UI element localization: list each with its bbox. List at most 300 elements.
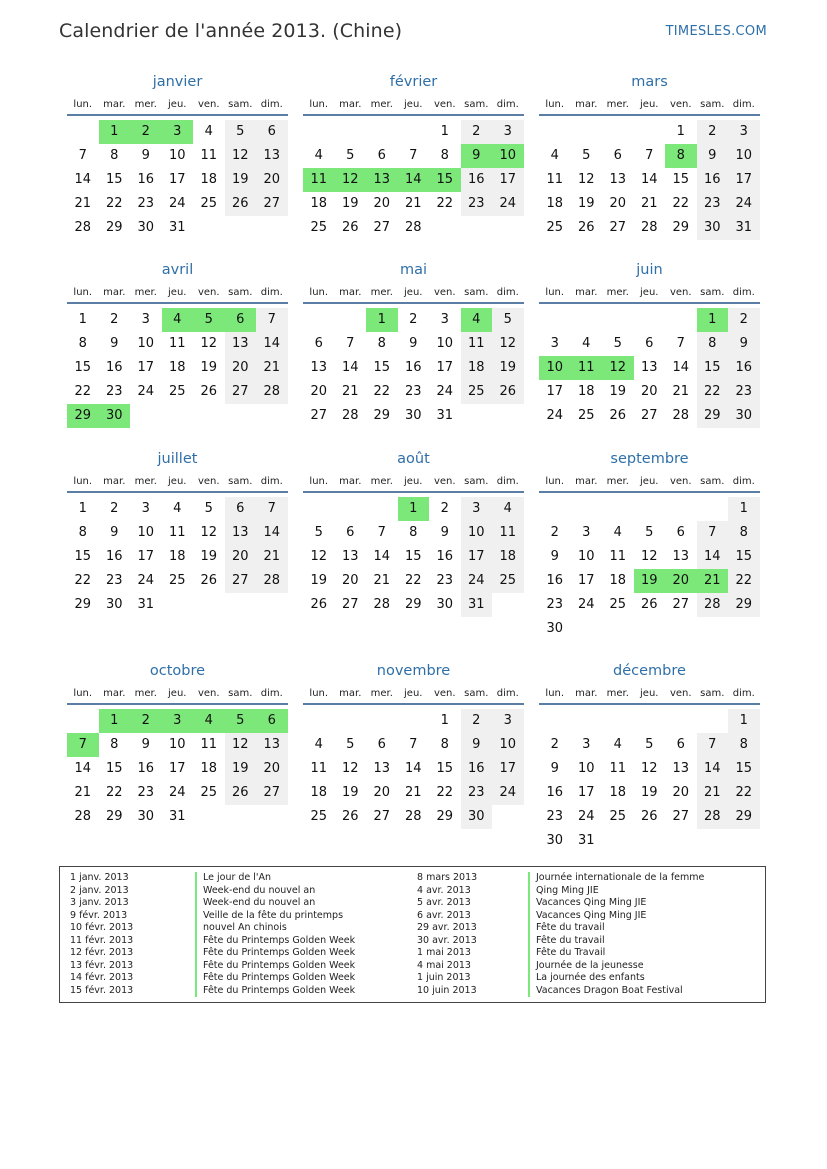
weekday-label: dim. <box>496 99 519 110</box>
day-cell: 22 <box>105 196 123 211</box>
day-cell: 11 <box>609 761 627 776</box>
month-name: août <box>397 451 430 467</box>
day-cell: 23 <box>546 809 564 824</box>
day-cell: 16 <box>404 360 422 375</box>
day-cell: 6 <box>377 148 386 163</box>
day-cell: 14 <box>74 761 92 776</box>
holiday-day-cell: 20 <box>665 569 697 593</box>
holiday-day-cell: 30 <box>99 404 131 428</box>
month-block <box>539 449 760 637</box>
weekday-label: lun. <box>73 287 93 298</box>
day-cell: 18 <box>609 573 627 588</box>
month-name: octobre <box>149 663 206 679</box>
day-cell: 4 <box>314 737 323 752</box>
day-cell: 27 <box>373 809 391 824</box>
day-cell: 6 <box>676 525 685 540</box>
day-cell: 23 <box>728 380 760 404</box>
day-cell: 13 <box>640 360 658 375</box>
day-cell: 14 <box>256 521 288 545</box>
day-cell: 14 <box>640 172 658 187</box>
weekday-header <box>67 286 288 304</box>
day-cell: 28 <box>404 809 422 824</box>
day-cell: 12 <box>200 336 218 351</box>
day-cell: 9 <box>141 737 150 752</box>
weekday-label: mer. <box>370 287 393 298</box>
day-cell: 1 <box>440 124 449 139</box>
day-cell: 10 <box>492 733 524 757</box>
weekday-label: mer. <box>134 688 157 699</box>
legend-holiday-name: Fête du Printemps Golden Week <box>195 985 355 998</box>
day-cell: 19 <box>577 196 595 211</box>
month-block <box>539 72 760 260</box>
weekday-label: jeu. <box>168 688 187 699</box>
day-cell: 7 <box>78 148 87 163</box>
day-cell: 28 <box>256 380 288 404</box>
month-name: mars <box>631 74 668 90</box>
day-cell: 15 <box>404 549 422 564</box>
day-grid <box>67 493 288 637</box>
weekday-label: mer. <box>370 688 393 699</box>
weekday-label: mar. <box>339 476 362 487</box>
day-cell: 15 <box>74 360 92 375</box>
day-cell: 25 <box>168 384 186 399</box>
day-cell: 8 <box>78 525 87 540</box>
legend-date: 5 avr. 2013 <box>417 897 471 908</box>
day-cell: 17 <box>492 757 524 781</box>
weekday-label: lun. <box>545 287 565 298</box>
day-cell: 4 <box>550 148 559 163</box>
legend-holiday-name: Vacances Qing Ming JIE <box>528 910 704 923</box>
day-cell: 6 <box>346 525 355 540</box>
weekday-label: sam. <box>464 476 489 487</box>
day-cell: 31 <box>436 408 454 423</box>
holiday-day-cell: 21 <box>697 569 729 593</box>
day-cell: 9 <box>461 733 493 757</box>
weekday-label: sam. <box>228 688 253 699</box>
day-cell: 5 <box>225 120 257 144</box>
day-cell: 16 <box>546 785 564 800</box>
day-cell: 26 <box>640 597 658 612</box>
weekday-label: mar. <box>575 476 598 487</box>
day-cell: 25 <box>546 220 564 235</box>
day-cell: 26 <box>492 380 524 404</box>
brand-link[interactable]: TIMESLES.COM <box>665 24 767 39</box>
weekday-label: lun. <box>545 688 565 699</box>
weekday-label: ven. <box>669 476 692 487</box>
day-grid <box>67 304 288 448</box>
day-grid <box>67 116 288 260</box>
day-cell: 30 <box>105 597 123 612</box>
weekday-label: sam. <box>228 476 253 487</box>
day-cell: 2 <box>728 308 760 332</box>
day-cell: 30 <box>697 216 729 240</box>
day-cell: 13 <box>672 761 690 776</box>
holiday-day-cell: 3 <box>162 120 194 144</box>
day-cell: 18 <box>577 384 595 399</box>
day-cell: 26 <box>640 809 658 824</box>
legend-holiday-name: Vacances Dragon Boat Festival <box>528 985 704 998</box>
day-cell: 8 <box>728 521 760 545</box>
day-cell: 9 <box>110 336 119 351</box>
day-cell: 16 <box>728 356 760 380</box>
day-cell: 30 <box>137 220 155 235</box>
day-cell: 21 <box>404 785 422 800</box>
day-cell: 27 <box>256 781 288 805</box>
holiday-day-cell: 7 <box>67 733 99 757</box>
legend-dates-col2 <box>417 872 477 997</box>
day-cell: 22 <box>728 569 760 593</box>
day-cell: 30 <box>404 408 422 423</box>
day-cell: 12 <box>310 549 328 564</box>
day-cell: 21 <box>74 196 92 211</box>
month-name: février <box>389 74 438 90</box>
day-cell: 12 <box>577 172 595 187</box>
weekday-label: sam. <box>700 99 725 110</box>
holiday-day-cell: 11 <box>303 168 335 192</box>
day-cell: 21 <box>74 785 92 800</box>
day-cell: 4 <box>613 525 622 540</box>
legend-date: 2 janv. 2013 <box>70 884 129 896</box>
day-cell: 10 <box>461 521 493 545</box>
weekday-label: lun. <box>73 99 93 110</box>
day-cell: 21 <box>256 356 288 380</box>
day-cell: 8 <box>78 336 87 351</box>
weekday-header <box>303 98 524 116</box>
weekday-label: ven. <box>669 688 692 699</box>
holiday-day-cell: 3 <box>162 709 194 733</box>
legend-holiday-name: Journée de la jeunesse <box>528 960 704 973</box>
day-cell: 24 <box>137 573 155 588</box>
day-cell: 23 <box>105 384 123 399</box>
weekday-label: lun. <box>309 476 329 487</box>
weekday-label: lun. <box>309 688 329 699</box>
day-cell: 29 <box>373 408 391 423</box>
holiday-day-cell: 12 <box>335 168 367 192</box>
day-cell: 26 <box>225 192 257 216</box>
day-cell: 19 <box>225 757 257 781</box>
day-cell: 23 <box>697 192 729 216</box>
day-cell: 3 <box>461 497 493 521</box>
weekday-label: mer. <box>370 99 393 110</box>
weekday-label: ven. <box>197 476 220 487</box>
day-cell: 8 <box>409 525 418 540</box>
day-cell: 15 <box>697 356 729 380</box>
day-cell: 9 <box>440 525 449 540</box>
day-cell: 27 <box>672 597 690 612</box>
day-cell: 22 <box>436 785 454 800</box>
day-cell: 25 <box>200 785 218 800</box>
weekday-label: jeu. <box>168 287 187 298</box>
day-cell: 24 <box>137 384 155 399</box>
weekday-label: mar. <box>103 287 126 298</box>
legend-holiday-name: Fête du Printemps Golden Week <box>195 972 355 985</box>
day-cell: 19 <box>225 168 257 192</box>
day-cell: 3 <box>582 737 591 752</box>
legend-holiday-name: Vacances Qing Ming JIE <box>528 897 704 910</box>
holiday-day-cell: 1 <box>99 120 131 144</box>
day-grid <box>67 705 288 849</box>
day-cell: 21 <box>341 384 359 399</box>
day-cell: 18 <box>168 360 186 375</box>
legend-dates-col1 <box>70 872 133 997</box>
legend-holiday-name: Fête du Printemps Golden Week <box>195 935 355 948</box>
day-cell: 14 <box>74 172 92 187</box>
day-cell: 7 <box>409 737 418 752</box>
day-cell: 17 <box>137 360 155 375</box>
day-cell: 28 <box>697 805 729 829</box>
day-cell: 11 <box>200 148 218 163</box>
legend-names-col1 <box>195 872 355 997</box>
day-cell: 20 <box>310 384 328 399</box>
weekday-label: ven. <box>197 287 220 298</box>
day-cell: 7 <box>409 148 418 163</box>
day-cell: 22 <box>373 384 391 399</box>
weekday-label: jeu. <box>640 99 659 110</box>
day-cell: 11 <box>200 737 218 752</box>
weekday-label: ven. <box>197 688 220 699</box>
day-cell: 16 <box>105 360 123 375</box>
legend-holiday-name: La journée des enfants <box>528 972 704 985</box>
holiday-day-cell: 5 <box>225 709 257 733</box>
weekday-header <box>67 687 288 705</box>
day-cell: 16 <box>105 549 123 564</box>
day-cell: 26 <box>200 384 218 399</box>
holiday-day-cell: 4 <box>193 709 225 733</box>
day-cell: 27 <box>609 220 627 235</box>
weekday-label: mer. <box>606 287 629 298</box>
weekday-label: sam. <box>228 99 253 110</box>
weekday-header <box>539 687 760 705</box>
weekday-label: mar. <box>339 287 362 298</box>
day-cell: 17 <box>461 545 493 569</box>
day-cell: 22 <box>697 380 729 404</box>
day-cell: 8 <box>440 737 449 752</box>
day-cell: 2 <box>550 525 559 540</box>
day-cell: 26 <box>310 597 328 612</box>
day-cell: 19 <box>310 573 328 588</box>
day-cell: 9 <box>141 148 150 163</box>
month-block <box>67 72 288 260</box>
day-cell: 13 <box>672 549 690 564</box>
day-cell: 17 <box>577 785 595 800</box>
holiday-day-cell: 10 <box>492 144 524 168</box>
day-cell: 22 <box>105 785 123 800</box>
day-cell: 25 <box>168 573 186 588</box>
weekday-label: jeu. <box>640 476 659 487</box>
weekday-header <box>67 475 288 493</box>
weekday-label: mar. <box>575 99 598 110</box>
day-cell: 27 <box>672 809 690 824</box>
day-cell: 6 <box>377 737 386 752</box>
day-cell: 18 <box>310 196 328 211</box>
day-cell: 23 <box>404 384 422 399</box>
day-cell: 7 <box>697 521 729 545</box>
day-cell: 13 <box>373 761 391 776</box>
day-cell: 4 <box>314 148 323 163</box>
holiday-day-cell: 29 <box>67 404 99 428</box>
day-cell: 30 <box>137 809 155 824</box>
day-cell: 12 <box>640 761 658 776</box>
weekday-label: mer. <box>606 688 629 699</box>
month-name: mai <box>399 262 428 278</box>
day-cell: 11 <box>310 761 328 776</box>
weekday-label: sam. <box>464 688 489 699</box>
weekday-label: jeu. <box>640 287 659 298</box>
day-cell: 10 <box>137 336 155 351</box>
day-cell: 23 <box>137 785 155 800</box>
day-cell: 12 <box>640 549 658 564</box>
day-cell: 8 <box>377 336 386 351</box>
day-cell: 9 <box>697 144 729 168</box>
weekday-label: mer. <box>606 476 629 487</box>
month-block <box>303 661 524 849</box>
day-cell: 2 <box>110 501 119 516</box>
legend-holiday-name: Fête du Printemps Golden Week <box>195 947 355 960</box>
day-cell: 5 <box>492 308 524 332</box>
weekday-header <box>67 98 288 116</box>
weekday-label: ven. <box>433 287 456 298</box>
day-cell: 3 <box>492 709 524 733</box>
day-cell: 8 <box>697 332 729 356</box>
day-grid <box>303 304 524 448</box>
day-cell: 29 <box>728 593 760 617</box>
holiday-day-cell: 2 <box>130 120 162 144</box>
holiday-day-cell: 9 <box>461 144 493 168</box>
legend-date: 1 janv. 2013 <box>70 872 129 883</box>
day-cell: 14 <box>373 549 391 564</box>
month-name: novembre <box>376 663 451 679</box>
day-cell: 11 <box>168 525 186 540</box>
month-block <box>67 661 288 849</box>
day-grid <box>303 493 524 637</box>
day-cell: 24 <box>728 192 760 216</box>
weekday-label: jeu. <box>168 99 187 110</box>
day-cell: 27 <box>640 408 658 423</box>
day-cell: 31 <box>168 809 186 824</box>
day-cell: 28 <box>640 220 658 235</box>
day-cell: 27 <box>310 408 328 423</box>
weekday-label: mar. <box>103 99 126 110</box>
day-cell: 10 <box>168 148 186 163</box>
weekday-label: jeu. <box>404 99 423 110</box>
weekday-header <box>303 687 524 705</box>
holiday-day-cell: 6 <box>225 308 257 332</box>
day-cell: 25 <box>310 220 328 235</box>
weekday-label: mer. <box>370 476 393 487</box>
day-cell: 19 <box>341 785 359 800</box>
day-cell: 9 <box>409 336 418 351</box>
legend-holiday-name: Week-end du nouvel an <box>195 885 355 898</box>
day-cell: 14 <box>697 757 729 781</box>
day-cell: 11 <box>492 521 524 545</box>
day-cell: 24 <box>168 196 186 211</box>
day-cell: 24 <box>546 408 564 423</box>
day-cell: 18 <box>310 785 328 800</box>
day-cell: 13 <box>609 172 627 187</box>
day-cell: 2 <box>697 120 729 144</box>
legend-date: 10 juin 2013 <box>417 984 477 996</box>
day-cell: 31 <box>137 597 155 612</box>
legend-date: 15 févr. 2013 <box>70 984 134 996</box>
legend-holiday-name: Journée internationale de la femme <box>528 872 704 885</box>
legend-date: 29 avr. 2013 <box>417 922 477 933</box>
day-cell: 19 <box>609 384 627 399</box>
day-cell: 18 <box>168 549 186 564</box>
day-cell: 3 <box>582 525 591 540</box>
day-cell: 16 <box>697 168 729 192</box>
day-cell: 1 <box>728 709 760 733</box>
legend-holiday-name: Qing Ming JIE <box>528 885 704 898</box>
holiday-day-cell: 19 <box>634 569 666 593</box>
day-cell: 22 <box>672 196 690 211</box>
day-cell: 24 <box>492 781 524 805</box>
month-name: juillet <box>157 451 198 467</box>
day-cell: 20 <box>341 573 359 588</box>
weekday-label: dim. <box>260 476 283 487</box>
day-cell: 31 <box>168 220 186 235</box>
day-cell: 5 <box>645 525 654 540</box>
day-cell: 3 <box>550 336 559 351</box>
day-cell: 28 <box>697 593 729 617</box>
day-cell: 22 <box>728 781 760 805</box>
legend-date: 1 juin 2013 <box>417 972 471 983</box>
month-block <box>303 260 524 448</box>
legend-date: 4 mai 2013 <box>417 959 471 971</box>
day-cell: 16 <box>546 573 564 588</box>
weekday-label: mer. <box>134 287 157 298</box>
weekday-label: ven. <box>669 287 692 298</box>
day-cell: 29 <box>74 597 92 612</box>
day-cell: 10 <box>137 525 155 540</box>
day-cell: 30 <box>546 621 564 636</box>
day-cell: 28 <box>404 220 422 235</box>
day-cell: 8 <box>440 148 449 163</box>
day-cell: 4 <box>492 497 524 521</box>
day-cell: 28 <box>256 569 288 593</box>
legend-date: 11 févr. 2013 <box>70 934 134 946</box>
day-cell: 11 <box>609 549 627 564</box>
day-cell: 12 <box>341 761 359 776</box>
day-cell: 24 <box>436 384 454 399</box>
holiday-day-cell: 11 <box>571 356 603 380</box>
day-cell: 6 <box>225 497 257 521</box>
legend-names-col2 <box>528 872 704 997</box>
day-cell: 29 <box>672 220 690 235</box>
day-cell: 13 <box>225 332 257 356</box>
day-cell: 28 <box>341 408 359 423</box>
legend-holiday-name: Fête du Printemps Golden Week <box>195 960 355 973</box>
day-cell: 9 <box>550 761 559 776</box>
day-cell: 29 <box>436 809 454 824</box>
day-cell: 18 <box>609 785 627 800</box>
weekday-label: sam. <box>700 287 725 298</box>
day-cell: 13 <box>341 549 359 564</box>
day-cell: 10 <box>436 336 454 351</box>
weekday-label: mar. <box>575 287 598 298</box>
day-cell: 27 <box>225 380 257 404</box>
day-cell: 15 <box>105 172 123 187</box>
weekday-label: sam. <box>464 99 489 110</box>
day-cell: 26 <box>341 809 359 824</box>
day-cell: 1 <box>78 312 87 327</box>
day-cell: 4 <box>173 501 182 516</box>
weekday-label: sam. <box>464 287 489 298</box>
legend-date: 6 avr. 2013 <box>417 909 471 921</box>
day-cell: 25 <box>609 809 627 824</box>
day-cell: 29 <box>728 805 760 829</box>
day-cell: 21 <box>256 545 288 569</box>
day-cell: 18 <box>492 545 524 569</box>
